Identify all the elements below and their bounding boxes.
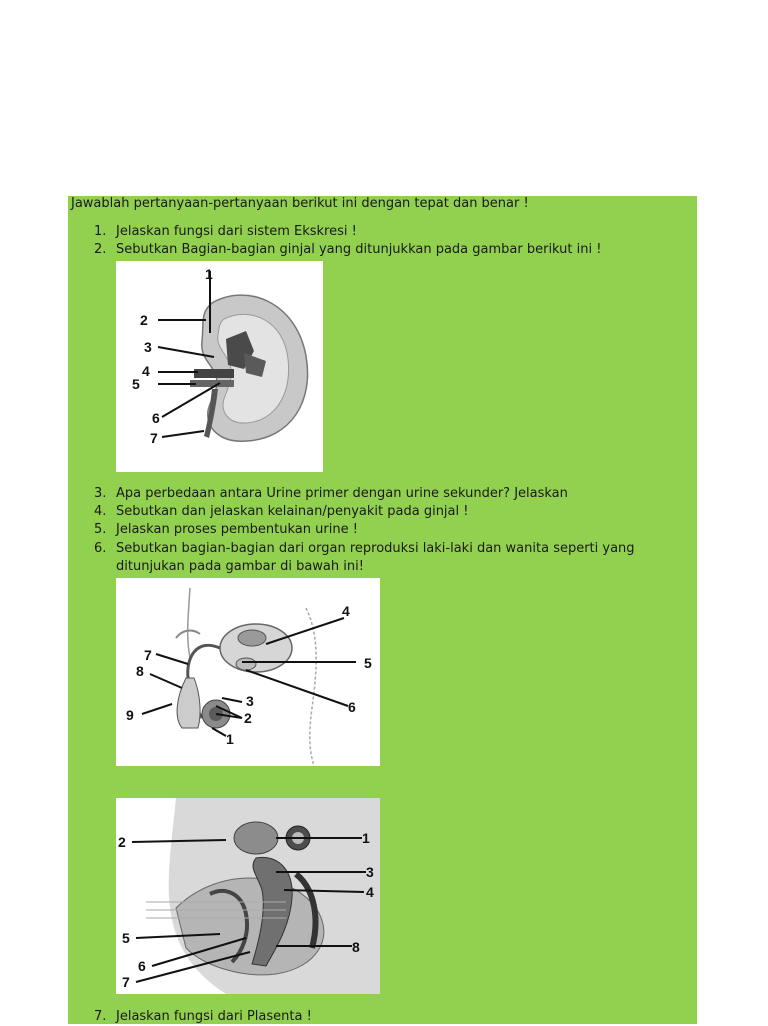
- question-text: Jelaskan fungsi dari sistem Ekskresi !: [116, 224, 357, 239]
- question-number: 3.: [94, 486, 107, 501]
- figure-label: 5: [364, 655, 372, 671]
- figure-label: 1: [205, 266, 213, 282]
- label-line: [156, 654, 188, 664]
- question-number: 6.: [94, 541, 107, 556]
- renal-artery: [194, 369, 234, 378]
- label-line: [222, 698, 242, 702]
- renal-vein: [190, 380, 234, 387]
- figure-label: 7: [144, 647, 152, 663]
- question-text: Jelaskan proses pembentukan urine !: [116, 522, 358, 537]
- ovary: [234, 822, 278, 854]
- figure-label: 4: [342, 603, 350, 619]
- body-outline: [188, 588, 190, 658]
- male-reproductive-diagram: [116, 578, 380, 766]
- figure-label: 5: [132, 376, 140, 392]
- question-text-continued: ditunjukan pada gambar di bawah ini!: [116, 559, 364, 574]
- figure-label: 2: [244, 710, 252, 726]
- figure-label: 9: [126, 707, 134, 723]
- question-number: 1.: [94, 224, 107, 239]
- question-6: [94, 540, 635, 576]
- figure-label: 6: [138, 958, 146, 974]
- figure-label: 3: [144, 339, 152, 355]
- question-number: 4.: [94, 504, 107, 519]
- figure-label: 3: [366, 864, 374, 880]
- figure-label: 1: [226, 731, 234, 747]
- label-line: [150, 674, 182, 688]
- penis: [177, 678, 200, 728]
- figure-label: 4: [366, 884, 374, 900]
- seminal-vesicle: [238, 630, 266, 646]
- label-line: [246, 670, 348, 706]
- question-text: Jelaskan fungsi dari Plasenta !: [116, 1009, 312, 1024]
- female-reproductive-diagram: [116, 798, 380, 994]
- question-number: 2.: [94, 242, 107, 257]
- body-outline: [306, 608, 316, 766]
- question-number: 5.: [94, 522, 107, 537]
- figure-label: 7: [150, 430, 158, 446]
- figure-label: 8: [136, 663, 144, 679]
- label-line: [142, 704, 172, 714]
- figure-label: 8: [352, 939, 360, 955]
- label-line: [162, 431, 204, 437]
- prostate: [236, 658, 256, 670]
- question-text: Sebutkan bagian-bagian dari organ reproduksi laki-laki dan wanita seperti yang: [116, 541, 635, 556]
- instruction-text: Jawablah pertanyaan-pertanyaan berikut ini dengan tepat dan benar !: [71, 196, 529, 211]
- question-text: Sebutkan dan jelaskan kelainan/penyakit pada ginjal !: [116, 504, 469, 519]
- question-4: [94, 503, 468, 521]
- figure-label: 6: [152, 410, 160, 426]
- figure-label: 3: [246, 693, 254, 709]
- question-5: [94, 521, 358, 539]
- label-line: [212, 728, 226, 736]
- figure-label: 2: [140, 312, 148, 328]
- kidney-diagram: [116, 261, 323, 472]
- figure-label: 4: [142, 363, 150, 379]
- question-7: [94, 1008, 312, 1026]
- question-3: [94, 485, 568, 503]
- figure-label: 6: [348, 699, 356, 715]
- figure-label: 7: [122, 974, 130, 990]
- question-number: 7.: [94, 1009, 107, 1024]
- question-2: [94, 241, 601, 259]
- question-text: Sebutkan Bagian-bagian ginjal yang ditunjukkan pada gambar berikut ini !: [116, 242, 602, 257]
- question-text: Apa perbedaan antara Urine primer dengan urine sekunder? Jelaskan: [116, 486, 568, 501]
- figure-label: 5: [122, 930, 130, 946]
- figure-label: 1: [362, 830, 370, 846]
- figure-label: 2: [118, 834, 126, 850]
- question-1: [94, 223, 357, 241]
